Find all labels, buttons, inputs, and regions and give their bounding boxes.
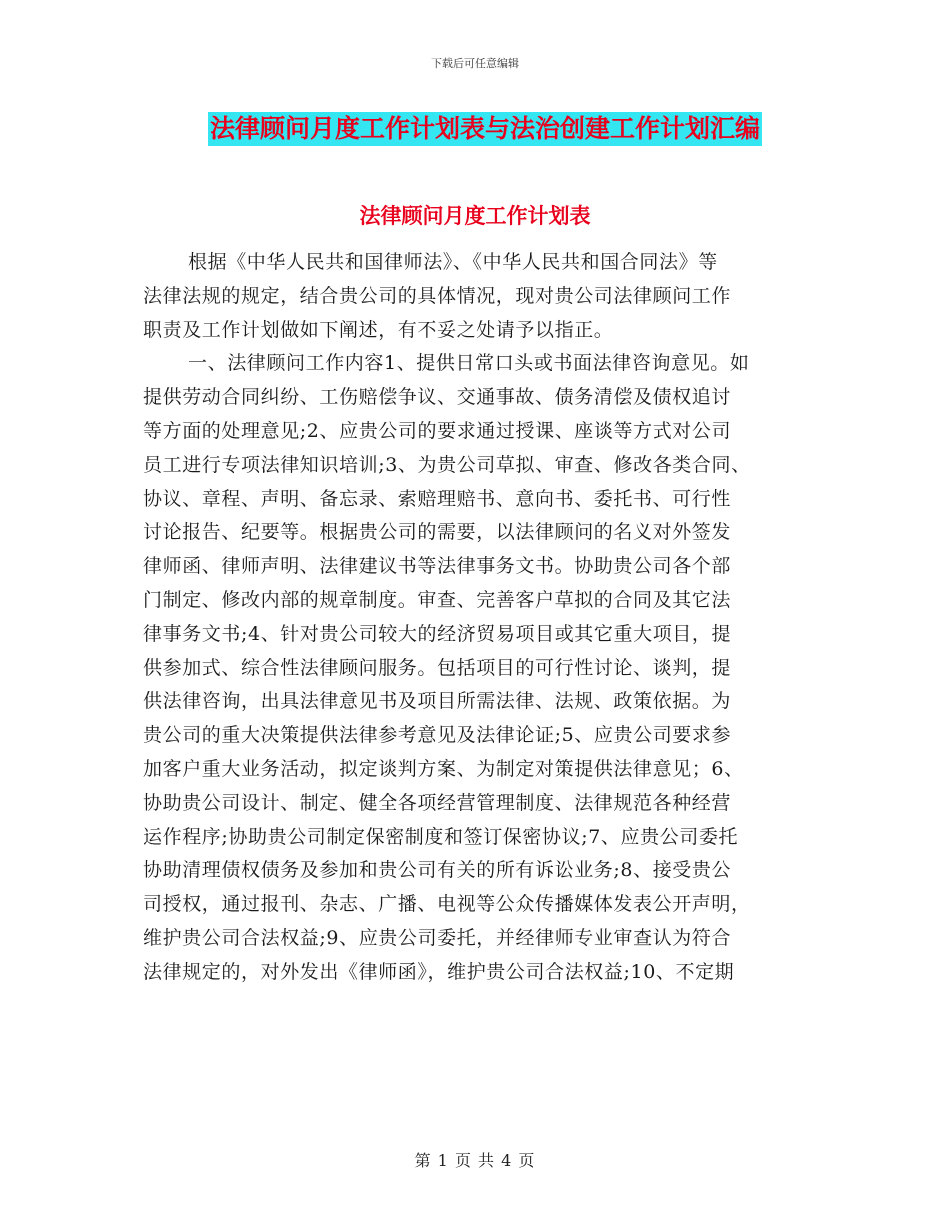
section-title: 法律顾问月度工作计划表 xyxy=(359,204,591,228)
text-line: 加客户重大业务活动，拟定谈判方案、为制定对策提供法律意见；6、 xyxy=(143,757,744,780)
text-line: 贵公司的重大决策提供法律参考意见及法律论证;5、应贵公司要求参 xyxy=(143,724,732,747)
paragraph-1 xyxy=(143,246,813,347)
text-line: 律师函、律师声明、法律建议书等法律事务文书。协助贵公司各个部 xyxy=(143,555,732,578)
text-line: 法律法规的规定，结合贵公司的具体情况，现对贵公司法律顾问工作 xyxy=(143,284,732,307)
text-line: 律事务文书;4、针对贵公司较大的经济贸易项目或其它重大项目，提 xyxy=(143,622,732,645)
text-line: 协助贵公司设计、制定、健全各项经营管理制度、法律规范各种经营 xyxy=(143,791,732,814)
text-line: 讨论报告、纪要等。根据贵公司的需要，以法律顾问的名义对外签发 xyxy=(143,521,732,544)
text-line: 提供劳动合同纠纷、工伤赔偿争议、交通事故、债务清偿及债权追讨 xyxy=(143,386,732,409)
text-line: 等方面的处理意见;2、应贵公司的要求通过授课、座谈等方式对公司 xyxy=(143,419,732,442)
text-line: 运作程序;协助贵公司制定保密制度和签订保密协议;7、应贵公司委托 xyxy=(143,825,739,848)
text-line: 职责及工作计划做如下阐述，有不妥之处请予以指正。 xyxy=(143,318,614,341)
text-line: 协议、章程、声明、备忘录、索赔理赔书、意向书、委托书、可行性 xyxy=(143,487,732,510)
text-line: 根据《中华人民共和国律师法》、《中华人民共和国合同法》等 xyxy=(188,251,718,273)
document-body xyxy=(143,246,813,990)
text-line: 门制定、修改内部的规章制度。审查、完善客户草拟的合同及其它法 xyxy=(143,588,732,611)
header-note: 下载后可任意编辑 xyxy=(431,57,519,70)
text-line: 维护贵公司合法权益;9、应贵公司委托，并经律师专业审查认为符合 xyxy=(143,926,732,949)
text-line: 员工进行专项法律知识培训;3、为贵公司草拟、审查、修改各类合同、 xyxy=(143,453,751,476)
page-footer: 第 1 页 共 4 页 xyxy=(414,1151,536,1170)
text-line: 一、法律顾问工作内容1、提供日常口头或书面法律咨询意见。如 xyxy=(188,352,750,375)
text-line: 司授权，通过报刊、杂志、广播、电视等公众传播媒体发表公开声明， xyxy=(143,893,751,916)
text-line: 供法律咨询，出具法律意见书及项目所需法律、法规、政策依据。为 xyxy=(143,690,732,713)
paragraph-2 xyxy=(143,347,813,989)
text-line: 法律规定的，对外发出《律师函》，维护贵公司合法权益;10、不定期 xyxy=(143,960,735,983)
text-line: 协助清理债权债务及参加和贵公司有关的所有诉讼业务;8、接受贵公 xyxy=(143,859,732,882)
document-title: 法律顾问月度工作计划表与法治创建工作计划汇编 xyxy=(208,112,762,146)
text-line: 供参加式、综合性法律顾问服务。包括项目的可行性讨论、谈判，提 xyxy=(143,656,732,679)
